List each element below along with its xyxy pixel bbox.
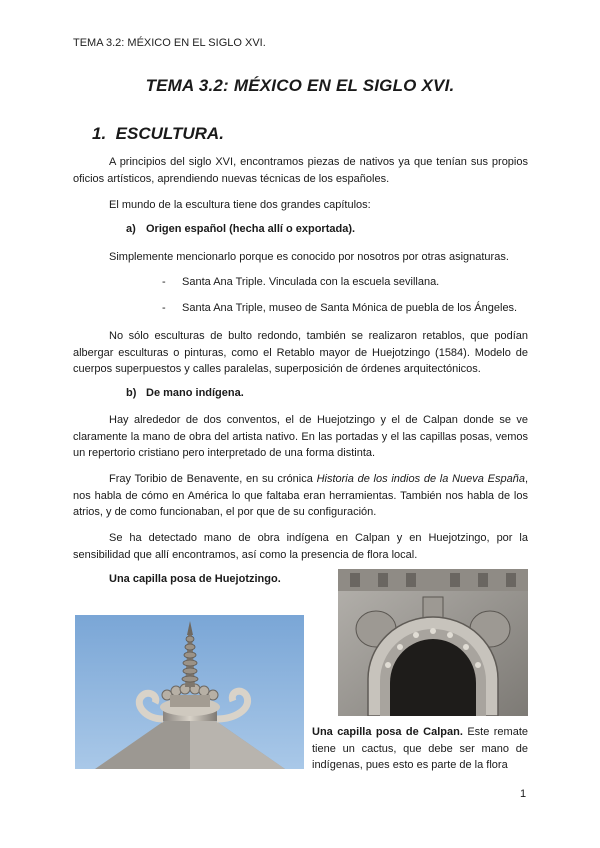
paragraph-5: Hay alrededor de dos conventos, el de Huejotzingo y el de Calpan donde se ve claramente la mano de obra del artista nativo. En las portadas y el las capillas posas, vemos un repertorio cristiano pero interpretado de una forma distinta. — [73, 414, 528, 459]
list-item — [162, 302, 517, 314]
paragraph-6: Fray Toribio de Benavente, en su crónica Historia de los indios de la Nueva España, nos habla de cómo en América lo que faltaba eran herramientas. También nos habla de los atrios, y de como funcionaban, el por que de su configuración. — [73, 473, 528, 518]
calpan-chapel-photo — [338, 569, 528, 716]
subheading-b-text: De mano indígena. — [146, 387, 244, 399]
section-title-text: ESCULTURA. — [115, 124, 224, 143]
paragraph-7: Se ha detectado mano de obra indígena en Calpan y en Huejotzingo, por la sensibilidad que allí encontramos, así como la presencia de flora local. — [73, 532, 528, 561]
list-dash: - — [162, 276, 166, 288]
section-heading — [92, 124, 224, 144]
list-item-text: Santa Ana Triple. Vinculada con la escuela sevillana. — [182, 276, 440, 288]
subheading-a-label: a) — [126, 223, 136, 235]
chapel-finial-illustration — [75, 615, 304, 769]
paragraph-3: Simplemente mencionarlo porque es conocido por nosotros por otras asignaturas. — [109, 251, 509, 263]
figure-2-caption: Una capilla posa de Calpan. Este remate tiene un cactus, que debe ser mano de indígenas, pues esto es parte de la flora — [312, 726, 528, 771]
chapel-arch-illustration — [338, 569, 528, 716]
section-number: 1. — [92, 124, 107, 143]
list-item — [162, 276, 439, 288]
subheading-b-label: b) — [126, 387, 137, 399]
figure-1-caption: Una capilla posa de Huejotzingo. — [109, 573, 281, 585]
paragraph-4: No sólo esculturas de bulto redondo, también se realizaron retablos, que podían albergar esculturas o pinturas, como el Retablo mayor de Huejotzingo (1584). Modelo de cuerpos superpuestos y calles paralelas, superposición de órdenes arquitectónicos. — [73, 330, 528, 375]
book-title: Historia de los indios de la Nueva España — [316, 473, 525, 485]
list-dash: - — [162, 302, 166, 314]
page-number: 1 — [520, 788, 527, 800]
huejotzingo-chapel-photo — [75, 615, 304, 769]
page-header: TEMA 3.2: MÉXICO EN EL SIGLO XVI. — [73, 37, 266, 49]
paragraph-2: El mundo de la escultura tiene dos grandes capítulos: — [109, 199, 371, 211]
subheading-a-text: Origen español (hecha allí o exportada). — [146, 223, 356, 235]
document-title: TEMA 3.2: MÉXICO EN EL SIGLO XVI. — [145, 76, 455, 95]
paragraph-1: A principios del siglo XVI, encontramos piezas de nativos ya que tenían sus propios oficios artísticos, aprendiendo nuevas técnicas de los españoles. — [73, 156, 528, 185]
list-item-text: Santa Ana Triple, museo de Santa Mónica de puebla de los Ángeles. — [182, 302, 518, 314]
subheading-b — [126, 387, 244, 399]
subheading-a — [126, 223, 355, 235]
